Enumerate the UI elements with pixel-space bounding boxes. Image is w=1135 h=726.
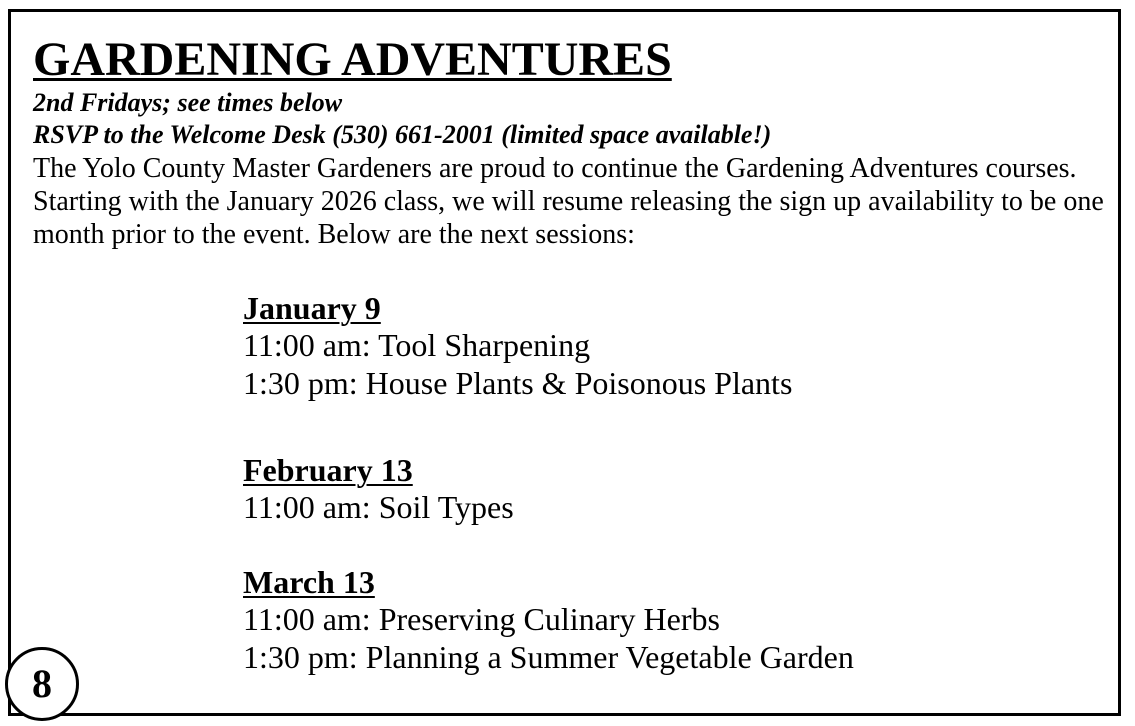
page-number: 8 [32,661,52,706]
schedule-note: 2nd Fridays; see times below [33,88,343,117]
page-number-badge [5,647,79,721]
rsvp-note: RSVP to the Welcome Desk (530) 661-2001 (limited space available!) [33,120,772,149]
session-date: February 13 [243,452,413,488]
session-january [243,290,1103,402]
session-february [243,452,1103,526]
session-item: 1:30 pm: Planning a Summer Vegetable Garden [243,639,854,675]
session-march [243,564,1103,676]
session-item: 11:00 am: Tool Sharpening [243,327,591,363]
session-item: 11:00 am: Soil Types [243,489,514,525]
session-item: 1:30 pm: House Plants & Poisonous Plants [243,365,793,401]
intro-paragraph: The Yolo County Master Gardeners are proud to continue the Gardening Adventures courses. Starting with the January 2026 class, we will resume releasing the sign up availability to be one month prior to the event. Below are the next sessions: [33,153,1104,250]
session-date: March 13 [243,564,375,600]
session-item: 11:00 am: Preserving Culinary Herbs [243,601,720,637]
session-date: January 9 [243,290,381,326]
page-title: GARDENING ADVENTURES [33,33,672,86]
